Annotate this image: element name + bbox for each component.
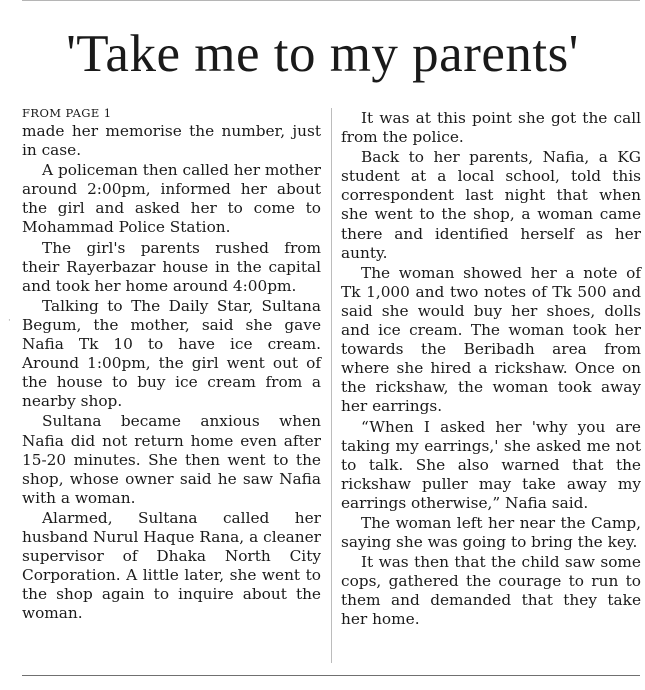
paragraph: The woman left her near the Camp, saying she was going to bring the key.	[341, 513, 641, 552]
margin-mark: ·	[8, 316, 11, 326]
paragraph: made her memorise the number, just in case.	[22, 122, 321, 160]
paragraph: The woman showed her a note of Tk 1,000 and two notes of Tk 500 and said she would buy her shoes, dolls and ice cream. The woman took her towards the Beribadh area from where she hired a rickshaw. Once on the rickshaw, the woman took away her earrings.	[341, 263, 641, 416]
paragraph: It was at this point she got the call from the police.	[341, 109, 641, 147]
top-rule	[22, 0, 640, 1]
paragraph: The girl's parents rushed from their Rayerbazar house in the capital and took her home around 4:00pm.	[22, 238, 321, 295]
paragraph: Alarmed, Sultana called her husband Nurul Haque Rana, a cleaner supervisor of Dhaka North City Corporation. A little later, she went to the shop again to inquire about the woman.	[22, 508, 321, 623]
article-column-right	[341, 109, 641, 631]
paragraph: Sultana became anxious when Nafia did not return home even after 15-20 minutes. She then went to the shop, whose owner said he saw Nafia with a woman.	[22, 412, 321, 507]
bottom-rule	[22, 675, 640, 676]
paragraph: Talking to The Daily Star, Sultana Begum, the mother, said she gave Nafia Tk 10 to have ice cream. Around 1:00pm, the girl went out of the house to buy ice cream from a nearby shop.	[22, 296, 321, 411]
paragraph: Back to her parents, Nafia, a KG student at a local school, told this correspondent last night that when she went to the shop, a woman came there and identified herself as her aunty.	[341, 148, 641, 262]
paragraph: A policeman then called her mother around 2:00pm, informed her about the girl and asked her to come to Mohammad Police Station.	[22, 161, 321, 237]
article-column-left	[22, 106, 321, 624]
headline: 'Take me to my parents'	[66, 25, 579, 83]
kicker: FROM PAGE 1	[22, 106, 112, 120]
paragraph: “When I asked her 'why you are taking my earrings,' she asked me not to talk. She also warned that the rickshaw puller may take away my earrings otherwise,” Nafia said.	[341, 417, 641, 512]
paragraph: It was then that the child saw some cops, gathered the courage to run to them and demanded that they take her home.	[341, 553, 641, 629]
column-divider	[331, 108, 332, 663]
